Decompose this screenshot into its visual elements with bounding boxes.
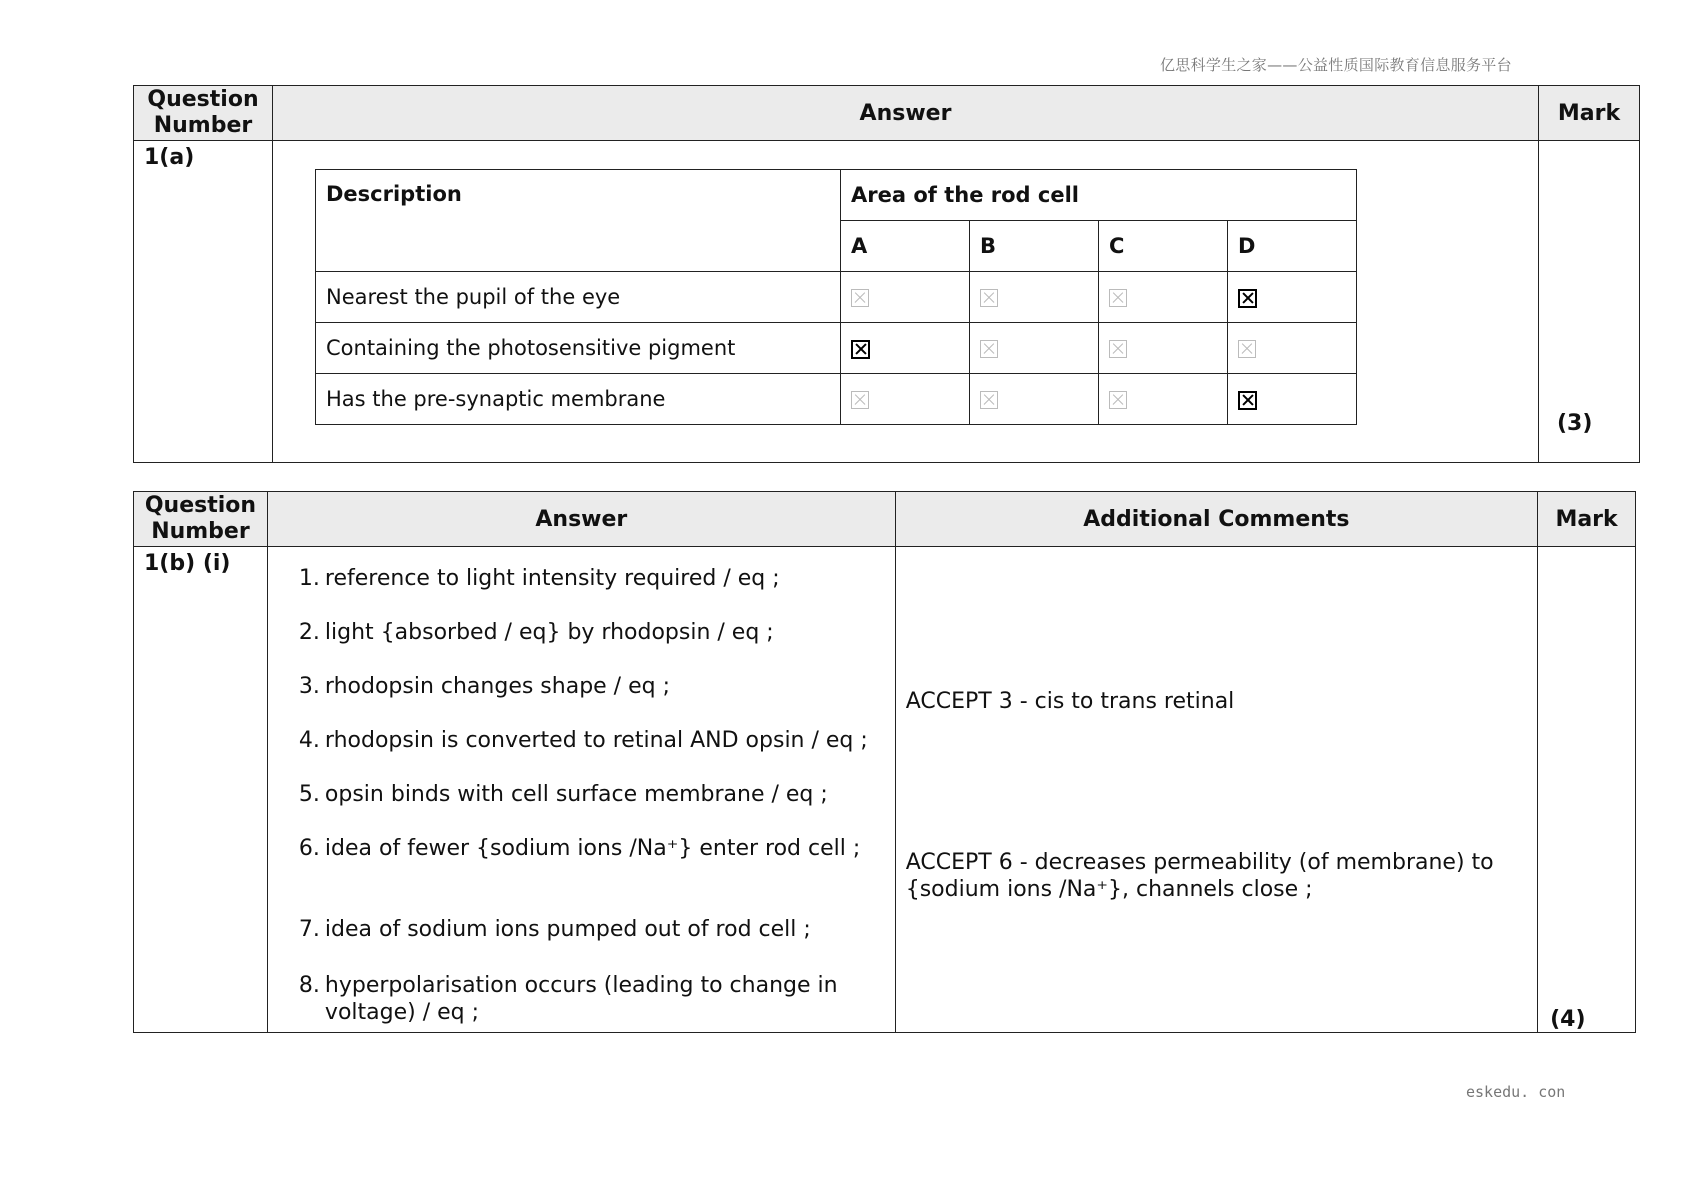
checkbox-icon[interactable]: [980, 340, 998, 358]
item-number: 2.: [298, 620, 320, 645]
watermark-header: 亿思科学生之家——公益性质国际教育信息服务平台: [1160, 56, 1512, 74]
item-number: 7.: [298, 917, 320, 942]
mark-scheme-table-1a: [133, 85, 1640, 463]
mark-cell: [1538, 547, 1636, 1033]
list-item: [292, 972, 895, 1026]
item-text: rhodopsin is converted to retinal AND opsin / eq ;: [324, 728, 868, 753]
question-number-header-label: Question Number: [147, 87, 259, 138]
list-item: [292, 781, 895, 808]
question-number-header: Question Number: [134, 492, 268, 547]
table-row: [316, 272, 1357, 323]
comment-text: ACCEPT 3 - cis to trans retinal: [905, 689, 1235, 714]
list-item: [292, 727, 895, 754]
checkbox-icon[interactable]: [851, 391, 869, 409]
list-item: [292, 673, 895, 700]
mark-header: Mark: [1539, 86, 1640, 141]
comments-cell: [895, 547, 1537, 1033]
table-row: [316, 323, 1357, 374]
watermark-footer: eskedu. con: [1466, 1083, 1566, 1101]
row-description: Nearest the pupil of the eye: [316, 272, 841, 323]
item-number: 1.: [298, 566, 320, 591]
checkbox-icon[interactable]: [980, 289, 998, 307]
description-header: Description: [316, 170, 841, 272]
checked-box-icon[interactable]: [1238, 391, 1257, 410]
item-text: light {absorbed / eq} by rhodopsin / eq ;: [324, 620, 774, 645]
table-row: [316, 374, 1357, 425]
option-header-a: A: [841, 221, 970, 272]
list-item: [292, 565, 895, 592]
item-text: idea of sodium ions pumped out of rod cell ;: [324, 917, 811, 942]
option-header-d: D: [1228, 221, 1357, 272]
area-header: Area of the rod cell: [841, 170, 1357, 221]
list-item: [292, 916, 895, 943]
mark-value: (4): [1550, 1007, 1586, 1032]
answer-header: Answer: [273, 86, 1539, 141]
checkbox-icon[interactable]: [1109, 289, 1127, 307]
item-text: hyperpolarisation occurs (leading to change in voltage) / eq ;: [324, 973, 838, 1025]
item-text: rhodopsin changes shape / eq ;: [324, 674, 670, 699]
answer-cell: [267, 547, 895, 1033]
answer-cell: [273, 141, 1539, 463]
option-header-b: B: [970, 221, 1099, 272]
item-number: 6.: [298, 836, 320, 861]
question-number-header: [134, 86, 273, 141]
mark-scheme-table-1b: [133, 491, 1636, 1033]
checkbox-icon[interactable]: [1109, 340, 1127, 358]
list-item: [292, 835, 895, 862]
mark-value: (3): [1557, 411, 1593, 436]
checked-box-icon[interactable]: [851, 340, 870, 359]
mark-cell: [1539, 141, 1640, 463]
checkbox-icon[interactable]: [1238, 340, 1256, 358]
item-number: 8.: [298, 973, 320, 998]
question-number: 1(a): [134, 141, 273, 463]
item-number: 3.: [298, 674, 320, 699]
row-description: Has the pre-synaptic membrane: [316, 374, 841, 425]
checkbox-icon[interactable]: [851, 289, 869, 307]
list-item: [292, 619, 895, 646]
checkbox-icon[interactable]: [980, 391, 998, 409]
comment-text: ACCEPT 6 - decreases permeability (of membrane) to {sodium ions /Na⁺}, channels close ;: [905, 850, 1494, 902]
answer-header: Answer: [267, 492, 895, 547]
mark-header: Mark: [1538, 492, 1636, 547]
item-text: reference to light intensity required / eq ;: [324, 566, 780, 591]
question-number: 1(b) (i): [134, 547, 268, 1033]
additional-comments-header: Additional Comments: [895, 492, 1537, 547]
answer-list: [268, 547, 895, 1026]
option-header-c: C: [1099, 221, 1228, 272]
rod-cell-area-table: [315, 169, 1357, 425]
item-number: 4.: [298, 728, 320, 753]
item-text: opsin binds with cell surface membrane / eq ;: [324, 782, 828, 807]
row-description: Containing the photosensitive pigment: [316, 323, 841, 374]
checkbox-icon[interactable]: [1109, 391, 1127, 409]
checked-box-icon[interactable]: [1238, 289, 1257, 308]
item-number: 5.: [298, 782, 320, 807]
item-text: idea of fewer {sodium ions /Na⁺} enter rod cell ;: [324, 836, 861, 861]
